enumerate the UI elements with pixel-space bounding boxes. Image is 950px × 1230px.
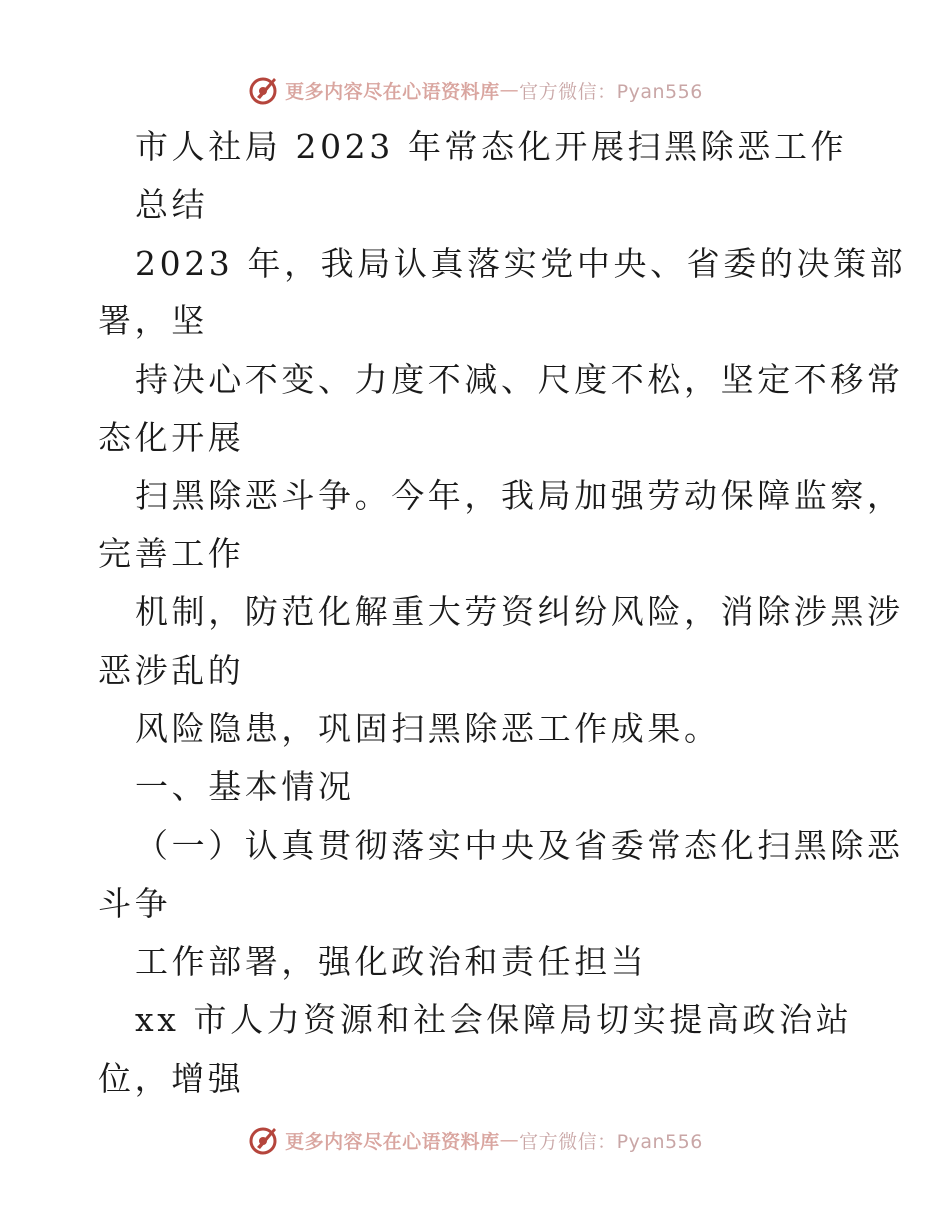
watermark-banner-top: [0, 70, 950, 110]
paragraph-line: 完善工作: [98, 534, 245, 573]
watermark-separator: —: [499, 1129, 520, 1151]
watermark-contact-text: 官方微信：Pyan556: [519, 80, 703, 103]
quill-circle-logo-icon: [247, 73, 281, 107]
paragraph-line: xx 市人力资源和社会保障局切实提高政治站: [135, 1000, 853, 1039]
subsection-heading-line: （一）认真贯彻落实中央及省委常态化扫黑除恶: [135, 826, 904, 865]
paragraph-line: 扫黑除恶斗争。今年，我局加强劳动保障监察，: [135, 476, 904, 515]
section-heading: 一、基本情况: [135, 767, 355, 806]
watermark-brand-text: 更多内容尽在心语资料库: [285, 80, 500, 103]
paragraph-line: 恶涉乱的: [98, 651, 245, 690]
watermark-brand-text: 更多内容尽在心语资料库: [285, 1130, 500, 1153]
paragraph-line: 机制，防范化解重大劳资纠纷风险，消除涉黑涉: [135, 592, 904, 631]
paragraph-line: 风险隐患，巩固扫黑除恶工作成果。: [135, 709, 721, 748]
watermark-contact-text: 官方微信：Pyan556: [519, 1130, 703, 1153]
paragraph-line: 位，增强: [98, 1059, 245, 1098]
paragraph-line: 署，坚: [98, 301, 208, 340]
paragraph-line: 态化开展: [98, 418, 245, 457]
document-title-line-1: 市人社局 2023 年常态化开展扫黑除恶工作: [135, 127, 848, 166]
document-title-line-2: 总结: [135, 185, 209, 224]
subsection-heading-line: 斗争: [98, 884, 172, 923]
watermark-banner-bottom: [0, 1120, 950, 1160]
paragraph-line: 2023 年，我局认真落实党中央、省委的决策部: [135, 244, 907, 283]
quill-circle-logo-icon: [247, 1123, 281, 1157]
subsection-heading-line: 工作部署，强化政治和责任担当: [135, 942, 648, 981]
watermark-separator: —: [499, 79, 520, 101]
paragraph-line: 持决心不变、力度不减、尺度不松，坚定不移常: [135, 360, 904, 399]
